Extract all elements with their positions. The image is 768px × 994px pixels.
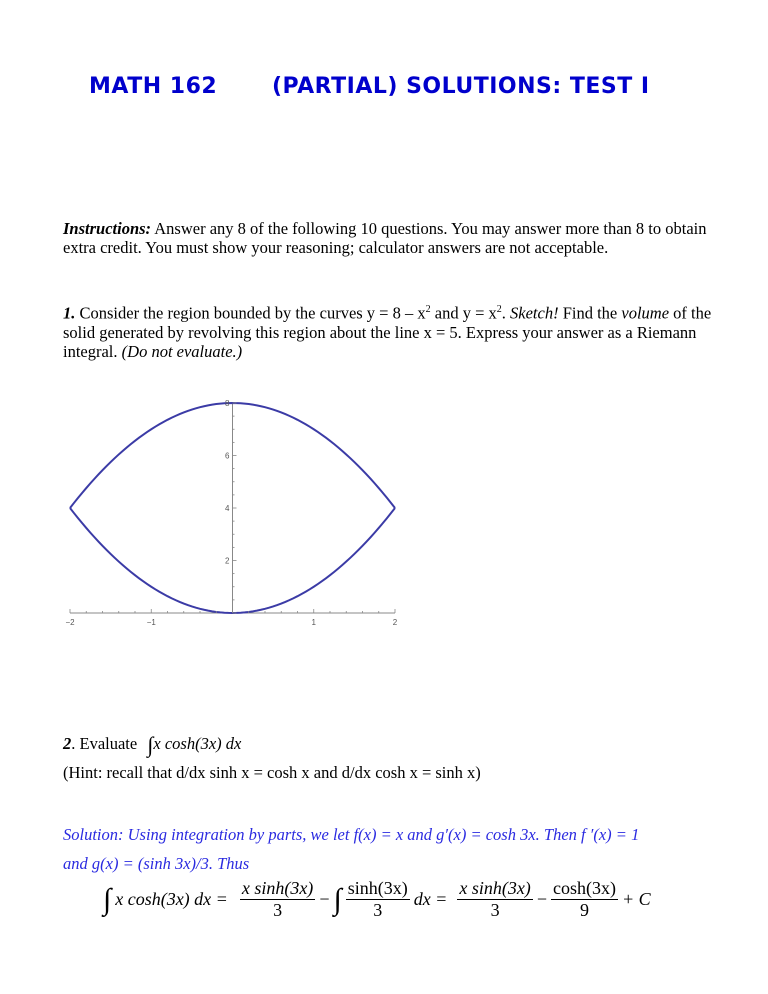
integral-sign: ∫ (103, 882, 112, 916)
eq-minus: − (536, 889, 547, 909)
integral-sign: ∫ (147, 732, 154, 758)
y-tick-label: 2 (225, 556, 230, 566)
q1-note: (Do not evaluate.) (121, 341, 243, 361)
q2-integral (147, 732, 242, 758)
eq-fraction (240, 878, 315, 921)
question-1-number: 1. (63, 303, 76, 323)
q1-text: and y = x (430, 303, 497, 323)
q1-sup: 2 (496, 304, 502, 315)
q1-text: Find the (558, 303, 622, 323)
solution-equation (103, 878, 651, 921)
y-tick-label: 4 (225, 504, 230, 513)
question-2-number: 2 (63, 734, 72, 753)
plot-ticks (65, 399, 397, 627)
eq-frac-den: 3 (373, 900, 383, 920)
x-tick-label: 1 (311, 618, 316, 627)
eq-fraction (457, 878, 532, 921)
eq-constant: + C (621, 889, 651, 909)
instructions-paragraph (63, 219, 723, 257)
region-plot (50, 395, 410, 635)
q1-text: Consider the region bounded by the curves y = 8 – x (75, 303, 426, 323)
q1-volume: volume (621, 303, 670, 323)
q2-hint: (Hint: recall that d/dx sinh x = cosh x and d/dx cosh x = sinh x) (63, 763, 481, 782)
eq-frac-num: x sinh(3x) (459, 878, 531, 898)
q1-text: . (501, 303, 511, 323)
eq-minus: − (319, 889, 330, 909)
x-tick-label: −1 (146, 618, 156, 627)
page-title: (PARTIAL) SOLUTIONS: TEST I (272, 74, 650, 99)
x-tick-label: −2 (65, 618, 75, 627)
eq-fraction (346, 878, 410, 921)
solution-line-2: and g(x) = (sinh 3x)/3. Thus (63, 854, 250, 873)
eq-frac-num: cosh(3x) (552, 878, 616, 898)
eq-lhs: x cosh(3x) dx = (115, 889, 228, 909)
y-tick-label: 8 (225, 399, 230, 408)
eq-dx: dx = (413, 889, 448, 909)
q1-sup: 2 (425, 304, 431, 315)
eq-frac-den: 3 (273, 900, 283, 920)
instructions-text: Answer any 8 of the following 10 questions. You may answer more than 8 to obtain extra credit. You must show your reasoning; calculator answers are not acceptable. (63, 219, 707, 257)
integral-sign: ∫ (333, 882, 342, 916)
y-tick-label: 6 (225, 451, 230, 461)
q1-sketch: Sketch! (510, 303, 559, 323)
eq-frac-den: 9 (579, 900, 589, 920)
q2-text: . Evaluate (71, 734, 138, 753)
eq-frac-den: 3 (490, 900, 500, 920)
question-1 (63, 300, 723, 361)
eq-frac-num: x sinh(3x) (241, 878, 314, 898)
course-title: MATH 162 (89, 74, 218, 99)
q2-integrand: x cosh(3x) dx (153, 734, 242, 753)
solution-line-1: Solution: Using integration by parts, we let f(x) = x and g′(x) = cosh 3x. Then f ′(x) = 1 (63, 825, 640, 844)
question-2 (63, 733, 241, 756)
eq-fraction (551, 878, 618, 921)
x-tick-label: 2 (392, 618, 398, 627)
instructions-label: Instructions: (63, 219, 152, 238)
q1-text: of the solid generated by revolving this region about the line x = 5. Express your answer as a Riemann integral. (63, 303, 712, 361)
eq-frac-num: sinh(3x) (347, 878, 408, 898)
